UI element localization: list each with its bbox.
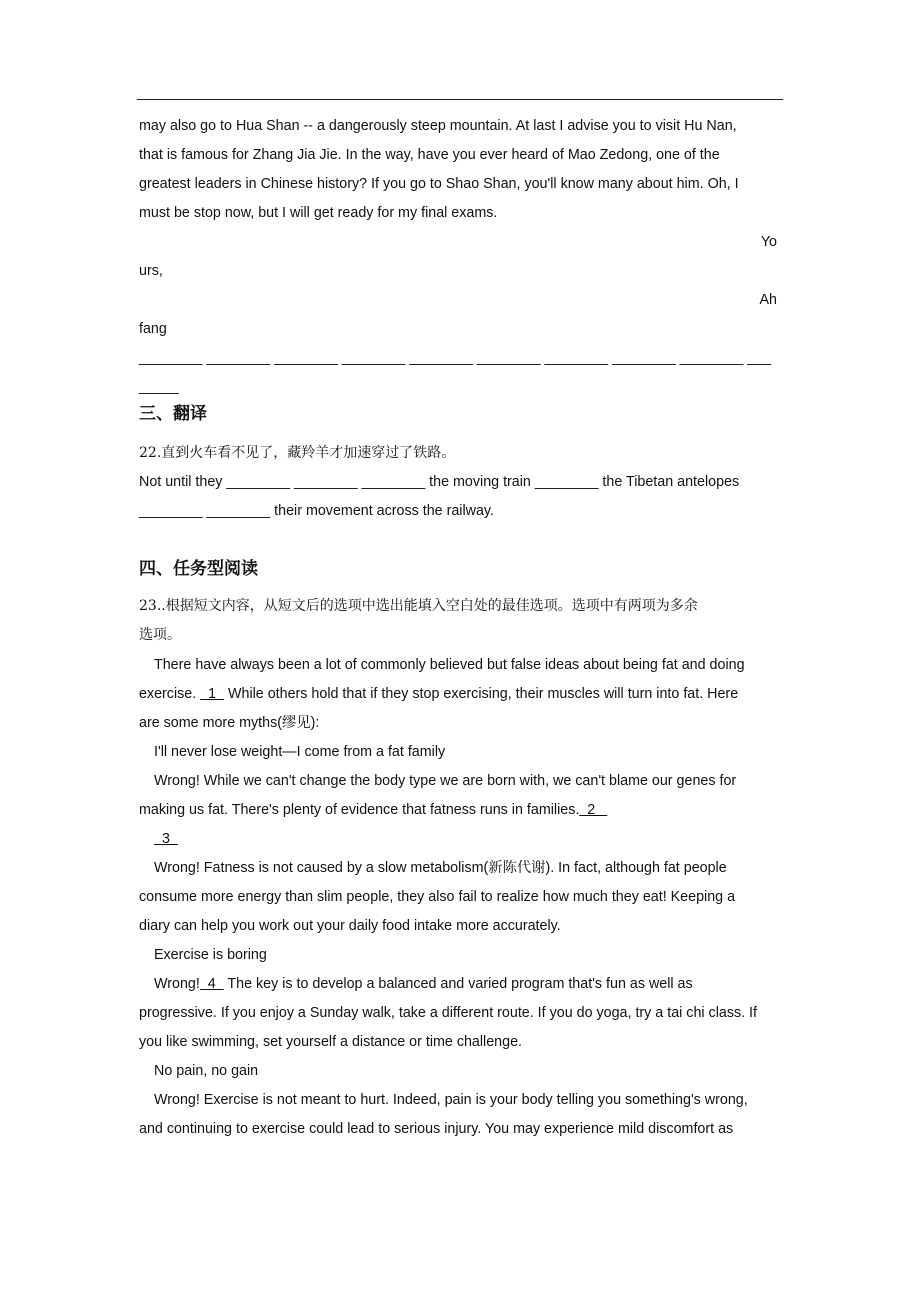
text-line xyxy=(139,500,785,522)
text-segment: The key is to develop a balanced and varied program that's fun as well as xyxy=(223,976,693,992)
header-rule xyxy=(137,99,783,100)
text-line xyxy=(139,624,785,646)
text-line xyxy=(154,1089,800,1111)
text-segment: are some more myths(缪见): xyxy=(139,715,320,731)
text-segment: 选项。 xyxy=(139,627,181,643)
text-segment: Wrong! xyxy=(154,976,200,992)
text-line xyxy=(139,1031,785,1053)
text-segment: you like swimming, set yourself a distance or time challenge. xyxy=(139,1034,523,1050)
text-line xyxy=(154,741,800,763)
text-segment: I'll never lose weight—I come from a fat family xyxy=(154,744,446,760)
text-segment: Wrong! Exercise is not meant to hurt. Indeed, pain is your body telling you something's wrong, xyxy=(154,1092,748,1108)
text-segment: 四、任务型阅读 xyxy=(139,559,258,579)
text-segment: and continuing to exercise could lead to serious injury. You may experience mild discomfort as xyxy=(139,1121,734,1137)
answer-blank: 3 xyxy=(154,831,178,847)
text-line xyxy=(139,115,785,137)
text-line xyxy=(139,915,785,937)
text-line xyxy=(139,712,785,734)
text-segment: _____ xyxy=(139,379,179,395)
text-line xyxy=(154,828,800,850)
text-segment: consume more energy than slim people, they also fail to realize how much they eat! Keeping a xyxy=(139,889,736,905)
answer-blank: 2 xyxy=(579,802,608,818)
text-line xyxy=(139,376,785,398)
text-segment: must be stop now, but I will get ready for my final exams. xyxy=(139,205,498,221)
text-segment: ________ ________ their movement across the railway. xyxy=(139,503,494,519)
text-segment: Wrong! While we can't change the body type we are born with, we can't blame our genes for xyxy=(154,773,737,789)
text-segment: exercise. xyxy=(139,686,201,702)
text-line xyxy=(139,231,777,253)
text-line xyxy=(139,347,785,369)
text-segment: 22.直到火车看不见了，藏羚羊才加速穿过了铁路。 xyxy=(139,445,456,461)
text-segment: Wrong! Fatness is not caused by a slow metabolism(新陈代谢). In fact, although fat people xyxy=(154,860,727,876)
text-line xyxy=(154,770,800,792)
text-line xyxy=(154,973,800,995)
text-line xyxy=(139,1002,785,1024)
text-line xyxy=(139,442,785,464)
answer-blank: 1 xyxy=(200,686,225,702)
text-line xyxy=(139,260,785,282)
text-segment: ________ ________ ________ ________ ________ ________ ________ ________ ________ ___ xyxy=(139,350,772,366)
text-segment: urs, xyxy=(139,263,163,279)
text-segment: Not until they ________ ________ ________ the moving train ________ the Tibetan antelopes xyxy=(139,474,740,490)
text-segment: that is famous for Zhang Jia Jie. In the way, have you ever heard of Mao Zedong, one of the xyxy=(139,147,720,163)
text-segment: fang xyxy=(139,321,167,337)
text-segment: 23..根据短文内容，从短文后的选项中选出能填入空白处的最佳选项。选项中有两项为多余 xyxy=(139,598,698,614)
text-line xyxy=(154,1060,800,1082)
text-line xyxy=(139,595,785,617)
text-line xyxy=(139,202,785,224)
text-segment: 三、翻译 xyxy=(139,404,207,424)
text-line xyxy=(139,886,785,908)
text-segment: diary can help you work out your daily food intake more accurately. xyxy=(139,918,561,934)
text-segment: greatest leaders in Chinese history? If you go to Shao Shan, you'll know many about him. Oh, I xyxy=(139,176,739,192)
section-heading xyxy=(139,556,785,582)
text-line xyxy=(139,1118,785,1140)
text-segment: progressive. If you enjoy a Sunday walk, take a different route. If you do yoga, try a tai chi class. If xyxy=(139,1005,758,1021)
text-line xyxy=(154,654,800,676)
text-line xyxy=(139,799,785,821)
section-heading xyxy=(139,401,785,427)
text-line xyxy=(139,289,777,311)
text-segment: making us fat. There's plenty of evidence that fatness runs in families. xyxy=(139,802,580,818)
text-line xyxy=(154,857,800,879)
text-segment: No pain, no gain xyxy=(154,1063,259,1079)
answer-blank: 4 xyxy=(199,976,224,992)
text-line xyxy=(154,944,800,966)
text-segment: While others hold that if they stop exercising, their muscles will turn into fat. Here xyxy=(224,686,739,702)
text-line xyxy=(139,683,785,705)
text-segment: Ah xyxy=(759,292,777,308)
text-line xyxy=(139,173,785,195)
text-line xyxy=(139,318,785,340)
text-segment: may also go to Hua Shan -- a dangerously steep mountain. At last I advise you to visit Hu Nan, xyxy=(139,118,737,134)
text-line xyxy=(139,471,785,493)
text-segment: There have always been a lot of commonly believed but false ideas about being fat and doing xyxy=(154,657,745,673)
text-segment: Exercise is boring xyxy=(154,947,267,963)
text-segment: Yo xyxy=(760,234,777,250)
text-line xyxy=(139,144,785,166)
